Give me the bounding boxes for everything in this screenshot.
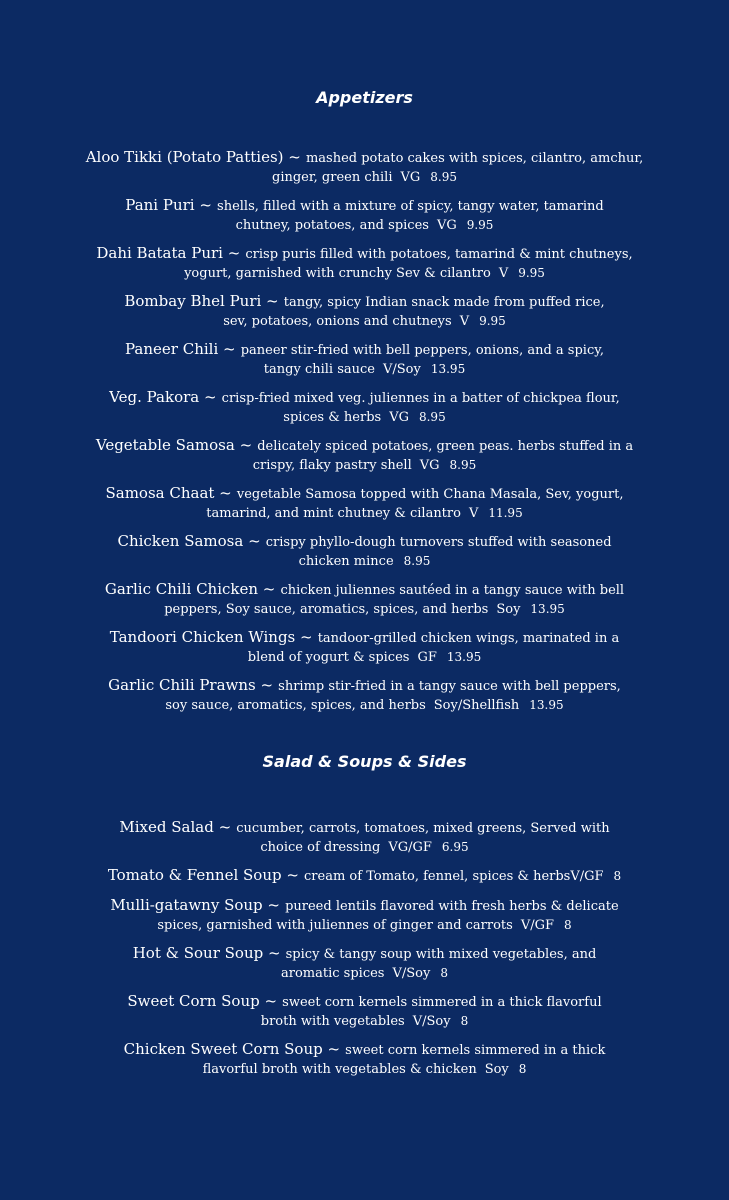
item-price: 13.95 (430, 362, 466, 376)
item-description: soy sauce, aromatics, spices, and herbs (165, 698, 426, 713)
item-description: delicately spiced potatoes, green peas. herbs stuffed in a (257, 439, 634, 454)
item-price: 8.95 (418, 410, 446, 424)
item-description: ginger, green chili (272, 170, 393, 185)
dietary-tag: GF (417, 650, 437, 665)
section-heading-appetizers: Appetizers (316, 88, 413, 107)
item-description: spicy & tangy soup with mixed vegetables, and (285, 947, 597, 962)
item-description: sweet corn kernels simmered in a thick (345, 1043, 606, 1058)
item-price: 9.95 (479, 314, 506, 328)
item-price: 8.95 (449, 458, 477, 472)
item-price: 8 (460, 1014, 469, 1028)
item-name: Veg. Pakora ~ (109, 388, 217, 406)
dietary-tag: V/GF (570, 869, 604, 884)
item-description: shrimp stir-fried in a tangy sauce with bell peppers, (278, 679, 621, 694)
dietary-tag: VG (389, 410, 409, 425)
menu-item (80, 991, 649, 1031)
item-name: Dahi Batata Puri ~ (96, 244, 241, 262)
item-price: 8.95 (403, 554, 431, 568)
item-description: tangy, spicy Indian snack made from puffed rice, (283, 295, 605, 310)
dietary-tag: VG (419, 458, 440, 473)
item-description: mashed potato cakes with spices, cilantro, amchur, (305, 151, 644, 166)
item-description: paneer stir-fried with bell peppers, onions, and a spicy, (240, 343, 604, 358)
item-description: sweet corn kernels simmered in a thick flavorful (282, 995, 602, 1010)
dietary-tag: VG (436, 218, 457, 233)
menu-item (80, 865, 649, 886)
item-name: Garlic Chili Chicken ~ (104, 580, 276, 598)
item-name: Tomato & Fennel Soup ~ (107, 866, 299, 884)
item-name: Chicken Samosa ~ (117, 532, 261, 550)
item-description: tamarind, and mint chutney & cilantro (206, 506, 461, 521)
menu-item (80, 627, 649, 667)
menu-item (80, 1039, 649, 1079)
dietary-tag: Soy (484, 1062, 509, 1077)
item-name: Sweet Corn Soup ~ (127, 992, 278, 1010)
item-price: 13.95 (530, 602, 565, 616)
item-price: 13.95 (446, 650, 482, 664)
item-description: vegetable Samosa topped with Chana Masala, Sev, yogurt, (236, 487, 624, 502)
dietary-tag: V/GF (520, 918, 555, 933)
item-description: broth with vegetables (260, 1014, 405, 1029)
dietary-tag: V (468, 506, 479, 521)
item-description: crisp puris filled with potatoes, tamarind & mint chutneys, (245, 247, 633, 262)
item-name: Pani Puri ~ (125, 196, 212, 214)
menu-item (80, 291, 649, 331)
dietary-tag: Soy (496, 602, 521, 617)
dietary-tag: V (459, 314, 470, 329)
item-name: Samosa Chaat ~ (105, 484, 232, 502)
item-name: Tandoori Chicken Wings ~ (109, 628, 313, 646)
menu-item (80, 435, 649, 475)
item-description: sev, potatoes, onions and chutneys (223, 314, 452, 329)
dietary-tag: V/Soy (412, 1014, 451, 1029)
item-description: cream of Tomato, fennel, spices & herbs (304, 869, 571, 884)
item-description: chutney, potatoes, and spices (235, 218, 429, 233)
item-price: 8 (518, 1062, 527, 1076)
item-description: blend of yogurt & spices (247, 650, 410, 665)
menu-item (80, 943, 649, 983)
menu-item (80, 579, 649, 619)
item-description: tangy chili sauce (263, 362, 375, 377)
item-price: 9.95 (466, 218, 494, 232)
item-description: crispy, flaky pastry shell (252, 458, 412, 473)
item-description: spices & herbs (283, 410, 382, 425)
item-name: Garlic Chili Prawns ~ (108, 676, 274, 694)
menu-item (80, 531, 649, 571)
menu-item (80, 387, 649, 427)
item-description: aromatic spices (281, 966, 385, 981)
item-price: 8 (613, 869, 622, 883)
item-price: 6.95 (441, 840, 469, 854)
menu-item (80, 675, 649, 715)
item-name: Vegetable Samosa ~ (95, 436, 253, 454)
section-heading-salad-soups-sides: Salad & Soups & Sides (262, 752, 467, 771)
dietary-tag: V/Soy (392, 966, 431, 981)
item-name: Aloo Tikki (Potato Patties) ~ (85, 148, 301, 166)
item-price: 8 (440, 966, 448, 980)
dietary-tag: Soy/Shellfish (433, 698, 520, 713)
item-description: spices, garnished with juliennes of ginger and carrots (157, 918, 513, 933)
dietary-tag: V (498, 266, 509, 281)
item-price: 9.95 (518, 266, 545, 280)
item-name: Mulli-gatawny Soup ~ (110, 896, 280, 914)
menu-item (80, 483, 649, 523)
menu-item (80, 195, 649, 235)
item-price: 8 (564, 918, 572, 932)
item-description: peppers, Soy sauce, aromatics, spices, and herbs (164, 602, 489, 617)
item-description: yogurt, garnished with crunchy Sev & cilantro (184, 266, 491, 281)
dietary-tag: VG/GF (388, 840, 432, 855)
item-description: choice of dressing (260, 840, 381, 855)
item-name: Chicken Sweet Corn Soup ~ (123, 1040, 341, 1058)
item-description: chicken juliennes sautéed in a tangy sauce with bell (280, 583, 625, 598)
item-price: 13.95 (529, 698, 564, 712)
item-description: shells, filled with a mixture of spicy, tangy water, tamarind (217, 199, 604, 214)
item-description: crispy phyllo-dough turnovers stuffed with seasoned (265, 535, 612, 550)
item-name: Hot & Sour Soup ~ (132, 944, 281, 962)
menu-item (80, 147, 649, 187)
item-name: Bombay Bhel Puri ~ (124, 292, 279, 310)
menu-item (80, 895, 649, 935)
item-description: crisp-fried mixed veg. juliennes in a batter of chickpea flour, (221, 391, 620, 406)
item-description: tandoor-grilled chicken wings, marinated in a (317, 631, 620, 646)
menu-item (80, 243, 649, 283)
item-price: 11.95 (488, 506, 523, 520)
item-name: Mixed Salad ~ (119, 818, 232, 836)
menu-item (80, 817, 649, 857)
item-name: Paneer Chili ~ (125, 340, 236, 358)
item-description: pureed lentils flavored with fresh herbs & delicate (285, 899, 619, 914)
item-description: flavorful broth with vegetables & chicken (202, 1062, 477, 1077)
menu-item (80, 339, 649, 379)
dietary-tag: VG (400, 170, 421, 185)
item-description: chicken mince (298, 554, 394, 569)
dietary-tag: V/Soy (382, 362, 421, 377)
item-price: 8.95 (430, 170, 457, 184)
item-description: cucumber, carrots, tomatoes, mixed greens, Served with (236, 821, 610, 836)
